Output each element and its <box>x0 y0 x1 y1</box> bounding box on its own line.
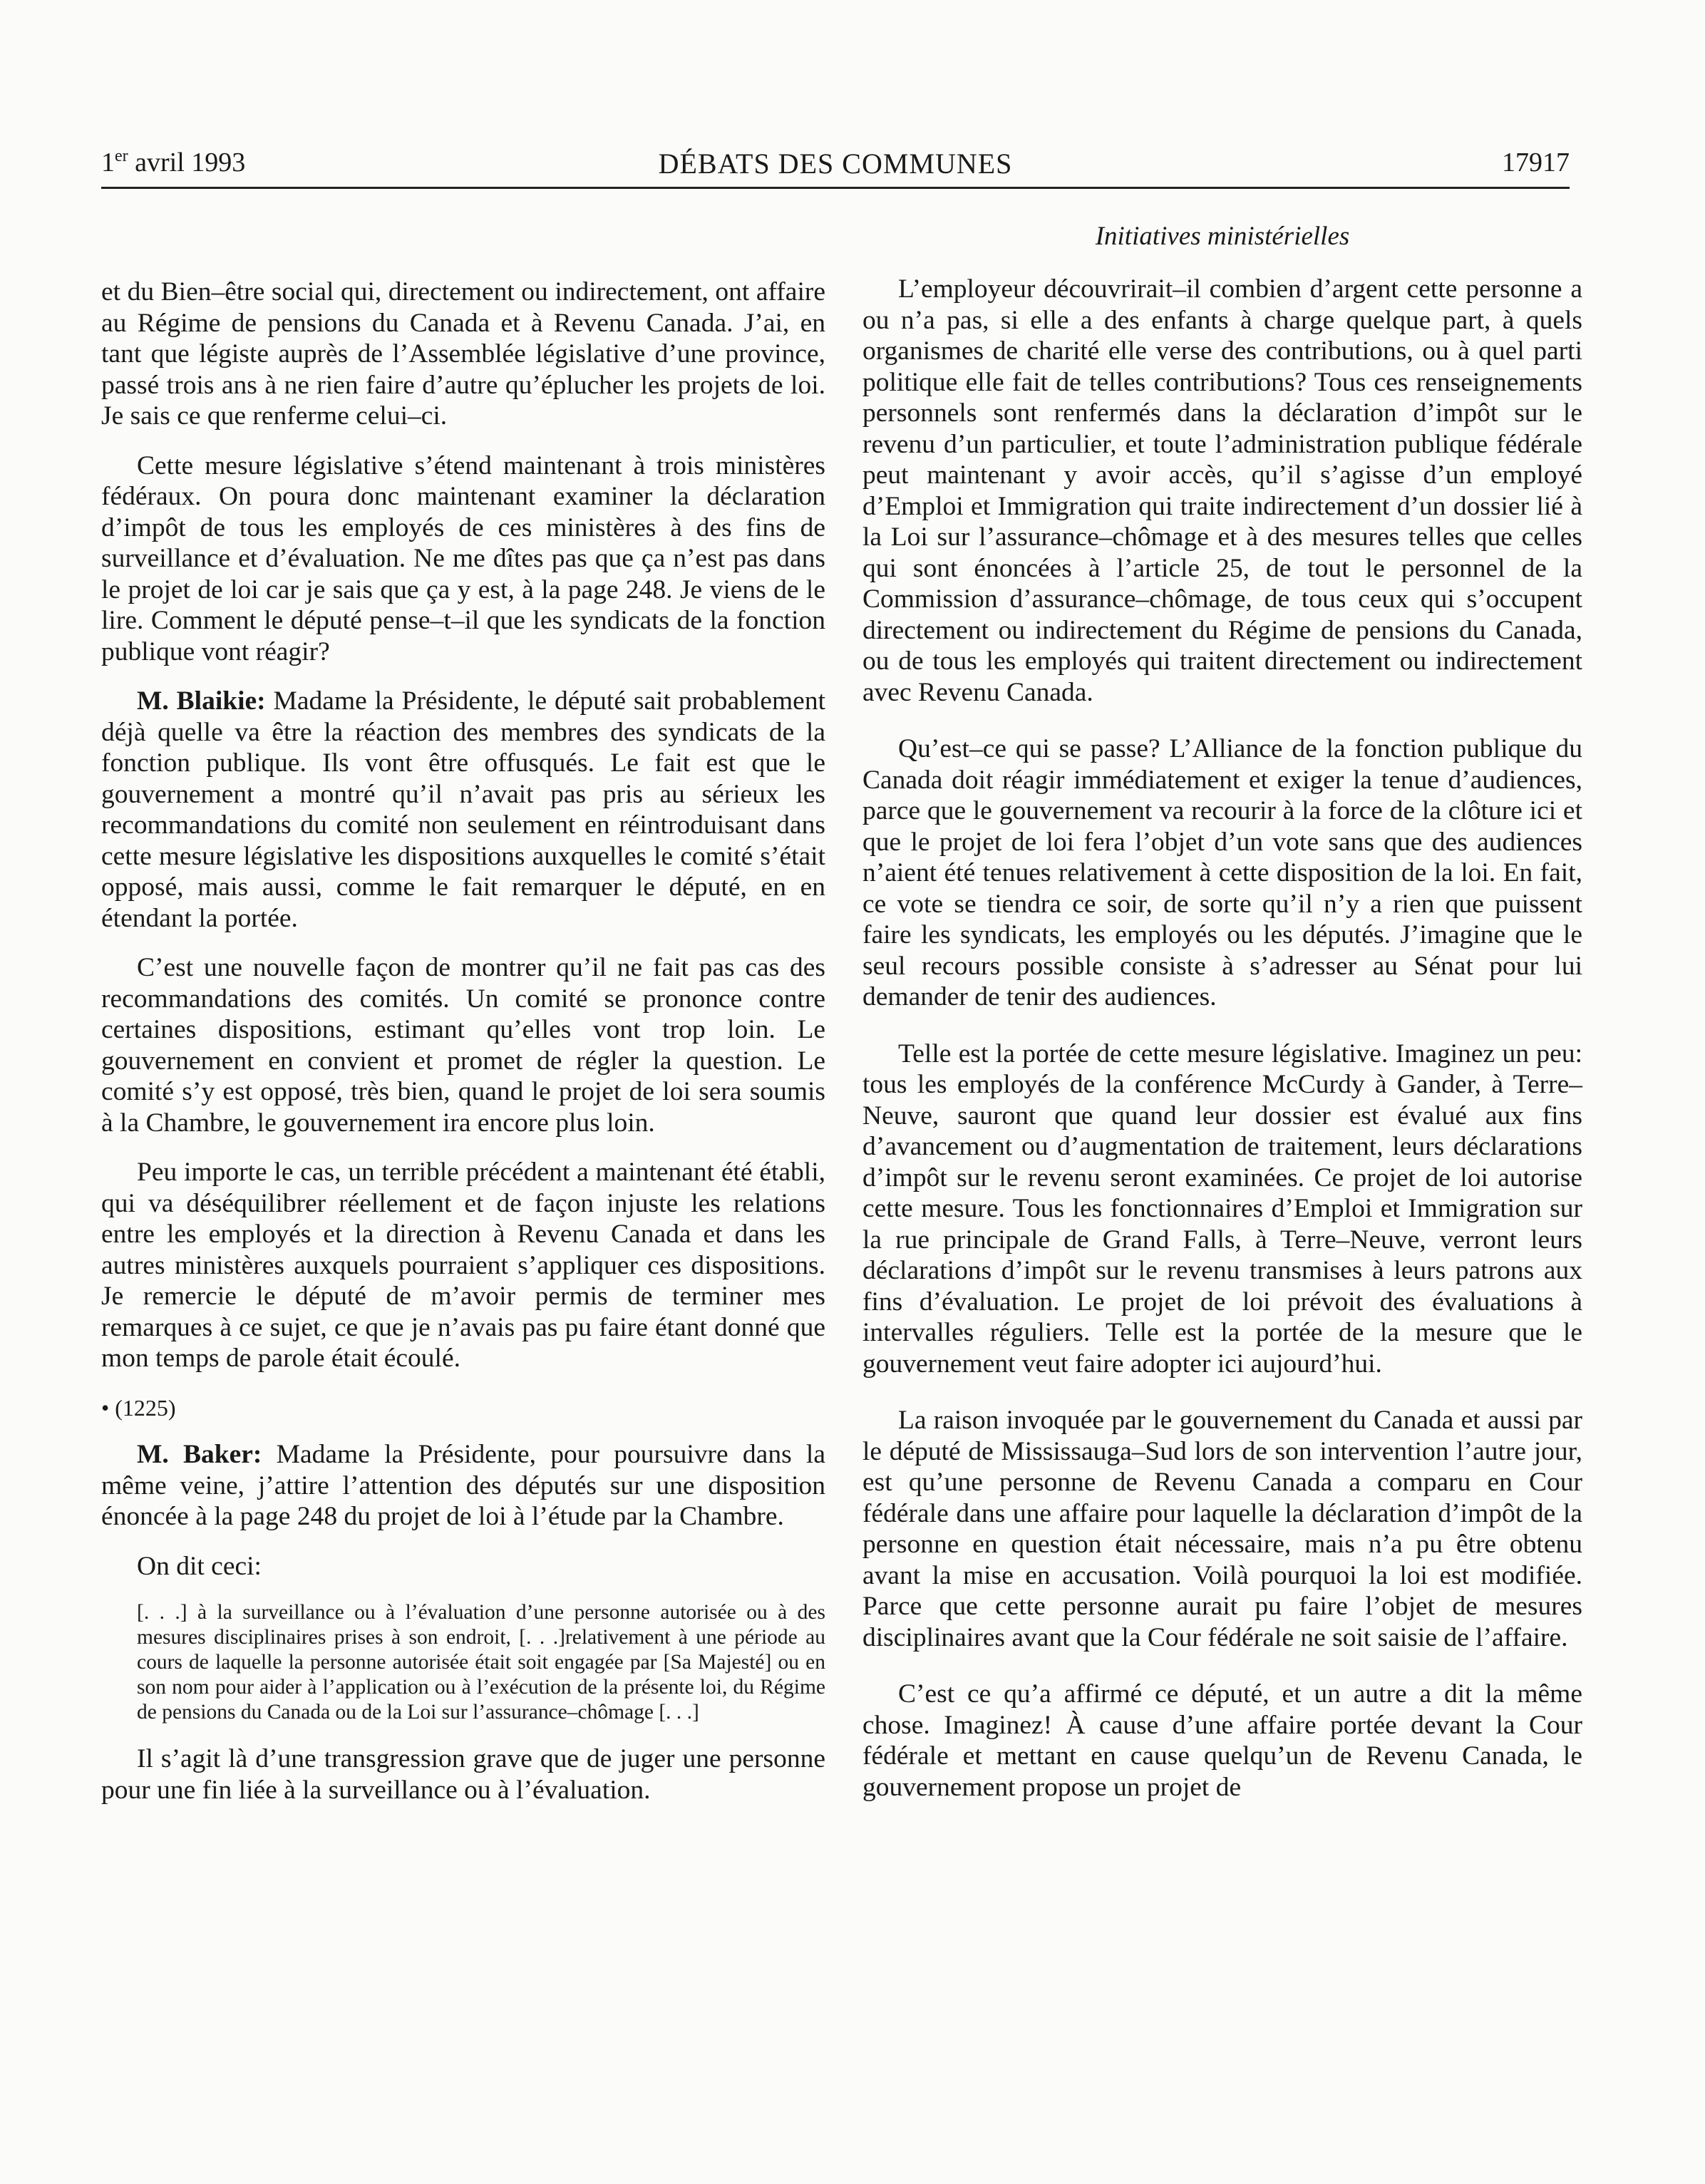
speech-text-baker: Madame la Présidente, pour poursuivre dans la même veine, j’attire l’attention des députés sur une disposition énoncée à la page 248 du projet de loi à l’étude par la Chambre. <box>101 1440 825 1531</box>
page-number: 17917 <box>1502 148 1570 177</box>
left-paragraph-3 <box>101 686 825 934</box>
right-column <box>862 274 1582 1828</box>
left-paragraph-6 <box>101 1439 825 1533</box>
section-label: Initiatives ministérielles <box>1095 222 1350 251</box>
left-paragraph-1: et du Bien–être social qui, directement ou indirectement, ont affaire au Régime de pensions du Canada et à Revenu Canada. J’ai, en tant que légiste auprès de l’Assemblée législative d’une province, passé trois ans à ne rien faire d’autre qu’éplucher les projets de loi. Je sais ce que renferme celui–ci. <box>101 277 825 431</box>
speaker-name-baker: M. Baker: <box>137 1440 262 1469</box>
time-marker <box>101 1393 825 1424</box>
speech-text-blaikie: Madame la Présidente, le député sait probablement déjà quelle va être la réaction des membres des syndicats de la fonction publique. Ils vont être offusqués. Le fait est que le gouvernement a montré qu’il n’avait pas pris au sérieux les recommandations du comité non seulement en réintroduisant dans cette mesure législative les dispositions auxquelles le comité s’était opposé, mais aussi, comme le fait remarquer le député, en en étendant la portée. <box>101 686 825 933</box>
speaker-name-blaikie: M. Blaikie: <box>137 686 266 716</box>
left-column <box>101 277 825 1824</box>
right-paragraph-5: C’est ce qu’a affirmé ce député, et un autre a dit la même chose. Imaginez! À cause d’une affaire portée devant la Cour fédérale et mettant en cause quelqu’un de Revenu Canada, le gouvernement propose un projet de <box>862 1679 1582 1802</box>
block-quote: [. . .] à la surveillance ou à l’évaluation d’une personne autorisée ou à des mesures disciplinaires prises à son endroit, [. . .]relativement à une période au cours de laquelle la personne autorisée était soit engagée par [Sa Majesté] ou en son nom pour aider à l’application ou à l’exécution de la présente loi, du Régime de pensions du Canada ou de la Loi sur l’assurance–chômage [. . .] <box>137 1601 825 1724</box>
right-paragraph-3: Telle est la portée de cette mesure législative. Imaginez un peu: tous les employés de la conférence McCurdy à Gander, à Terre–Neuve, sauront que quand leur dossier est évalué aux fins d’avancement ou d’augmentation de traitement, leurs déclarations d’impôt sur le revenu seront examinées. Ce projet de loi autorise cette mesure. Tous les fonctionnaires d’Emploi et Immigration sur la rue principale de Grand Falls, à Terre–Neuve, verront leurs déclarations d’impôt sur le revenu transmises à leurs patrons aux fins d’évaluation. Le projet de loi prévoit des évaluations à intervalles réguliers. Telle est la portée de la mesure que le gouvernement veut faire adopter ici aujourd’hui. <box>862 1039 1582 1379</box>
left-paragraph-5: Peu importe le cas, un terrible précédent a maintenant été établi, qui va déséquilibrer réellement et de façon injuste les relations entre les employés et la direction à Revenu Canada et dans les autres ministères auxquels pourraient s’appliquer ces dispositions. Je remercie le député de m’avoir permis de terminer mes remarques à ce sujet, ce que je n’avais pas pu faire étant donné que mon temps de parole était écoulé. <box>101 1158 825 1373</box>
left-paragraph-2: Cette mesure législative s’étend maintenant à trois ministères fédéraux. On poura donc maintenant examiner la déclaration d’impôt de tous les employés de ces ministères à des fins de surveillance et d’évaluation. Ne me dîtes pas que ça n’est pas dans le projet de loi car je sais que ça y est, à la page 248. Je viens de le lire. Comment le député pense–t–il que les syndicats de la fonction publique vont réagir? <box>101 450 825 666</box>
header-date-day: 1 <box>101 148 115 177</box>
left-paragraph-7: On dit ceci: <box>137 1551 262 1581</box>
right-paragraph-2: Qu’est–ce qui se passe? L’Alliance de la fonction publique du Canada doit réagir immédiatement et exiger la tenue d’audiences, parce que le gouvernement va recourir à la force de la clôture ici et que le projet de loi fera l’objet d’un vote sans que des audiences n’aient été tenues relativement à cette disposition de la loi. En fait, ce vote se tiendra ce soir, de sorte qu’il n’y a rien que puissent faire les syndicats, les employés ou les députés. J’imagine que le seul recours possible consiste à s’adresser au Sénat pour lui demander de tenir des audiences. <box>862 734 1582 1011</box>
header-title: DÉBATS DES COMMUNES <box>658 148 1013 180</box>
right-paragraph-4: La raison invoquée par le gouvernement du Canada et aussi par le député de Mississauga–Sud lors de son intervention l’autre jour, est qu’une personne de Revenu Canada a comparu en Cour fédérale dans une affaire pour laquelle la déclaration d’impôt de la personne en question était nécessaire, mais n’a pu être obtenu avant la mise en accusation. Voilà pourquoi la loi est modifiée. Parce que cette personne aurait pu faire l’objet de mesures disciplinaires avant que la Cour fédérale ne soit saisie de l’affaire. <box>862 1406 1582 1652</box>
right-paragraph-1: L’employeur découvrirait–il combien d’argent cette personne a ou n’a pas, si elle a des enfants à charge quelque part, à quels organismes de charité elle verse des contributions, ou à quel parti politique elle fait de telles contributions? Tous ces renseignements personnels sont renfermés dans la déclaration d’impôt sur le revenu d’un particulier, et toute l’administration publique fédérale peut maintenant y avoir accès, qu’il s’agisse d’un employé d’Emploi et Immigration qui traite indirectement d’un dossier lié à la Loi sur l’assurance–chômage et à des mesures telles que celles qui sont énoncées à l’article 25, de tout le personnel de la Commission d’assurance–chômage, de tous ceux qui s’occupent directement ou indirectement du Régime de pensions du Canada, ou de tous les employés qui traitent directement ou indirectement avec Revenu Canada. <box>862 274 1582 707</box>
header-date-superscript: er <box>115 147 128 165</box>
bullet-icon: • <box>101 1394 110 1421</box>
header-date-rest: avril 1993 <box>128 148 246 177</box>
page-header <box>101 143 1570 185</box>
left-paragraph-4: C’est une nouvelle façon de montrer qu’il ne fait pas cas des recommandations des comités. Un comité se prononce contre certaines dispositions, estimant qu’elles vont trop loin. Le gouvernement en convient et promet de régler la question. Le comité s’y est opposé, très bien, quand le projet de loi sera soumis à la Chambre, le gouvernement ira encore plus loin. <box>101 953 825 1138</box>
time-marker-text: (1225) <box>115 1394 176 1421</box>
left-paragraph-8: Il s’agit là d’une transgression grave que de juger une personne pour une fin liée à la surveillance ou à l’évaluation. <box>101 1744 825 1805</box>
header-rule <box>101 187 1570 189</box>
